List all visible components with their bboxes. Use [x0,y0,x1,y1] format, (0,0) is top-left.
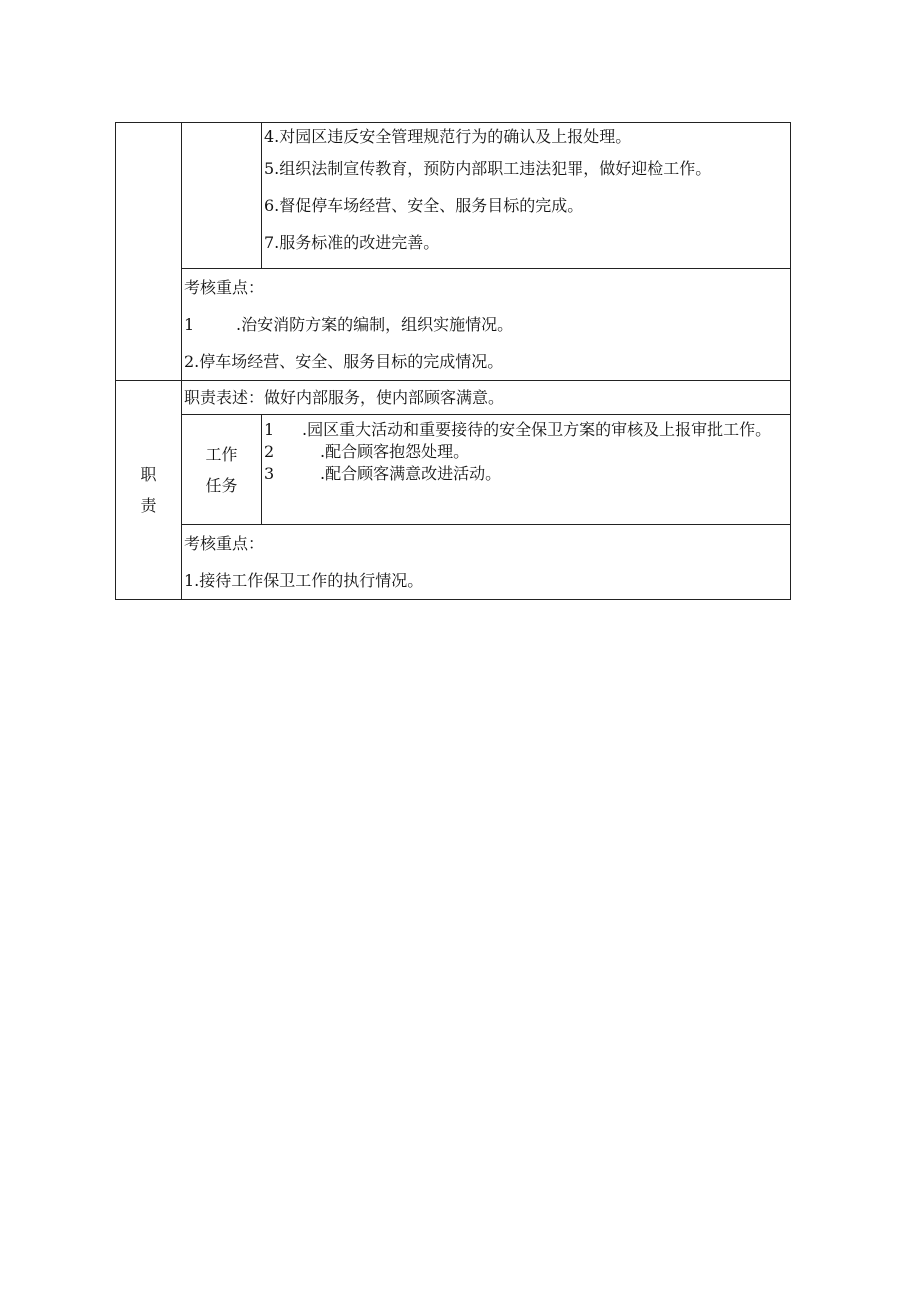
block2-statement-row [116,381,791,415]
task-item: 1 .园区重大活动和重要接待的安全保卫方案的审核及上报审批工作。 [264,420,772,439]
responsibility-table [115,122,791,600]
duty-statement: 职责表述：做好内部服务，使内部顾客满意。 [184,388,505,407]
task-item: 6.督促停车场经营、安全、服务目标的完成。 [264,196,584,215]
assessment-title: 考核重点： [184,534,265,553]
block2-statement-cell [182,381,791,415]
block1-side-cell [116,123,182,381]
block1-assessment-row [116,269,791,381]
block1-task-list [262,123,791,269]
task-item: 4.对园区违反安全管理规范行为的确认及上报处理。 [264,127,632,146]
block2-assessment-row [116,525,791,600]
assessment-title: 考核重点： [184,278,265,297]
block1-tasks-row [116,123,791,269]
work-task-label: 工作 任务 [182,415,262,525]
block2-tasks-row [116,415,791,525]
assessment-item: 2.停车场经营、安全、服务目标的完成情况。 [184,352,504,371]
block2-side-label: 职 责 [116,381,182,600]
task-item: 2 .配合顾客抱怨处理。 [264,442,470,461]
task-item: 5.组织法制宣传教育，预防内部职工违法犯罪，做好迎检工作。 [264,159,712,178]
assessment-item: 1.接待工作保卫工作的执行情况。 [184,571,424,590]
assessment-item: 1 .治安消防方案的编制，组织实施情况。 [184,315,514,334]
block1-assessment-cell [182,269,791,381]
block1-task-label-cell [182,123,262,269]
task-item: 3 .配合顾客满意改进活动。 [264,464,502,483]
block2-assessment-cell [182,525,791,600]
task-item: 7.服务标准的改进完善。 [264,233,440,252]
block2-task-list [262,415,791,525]
